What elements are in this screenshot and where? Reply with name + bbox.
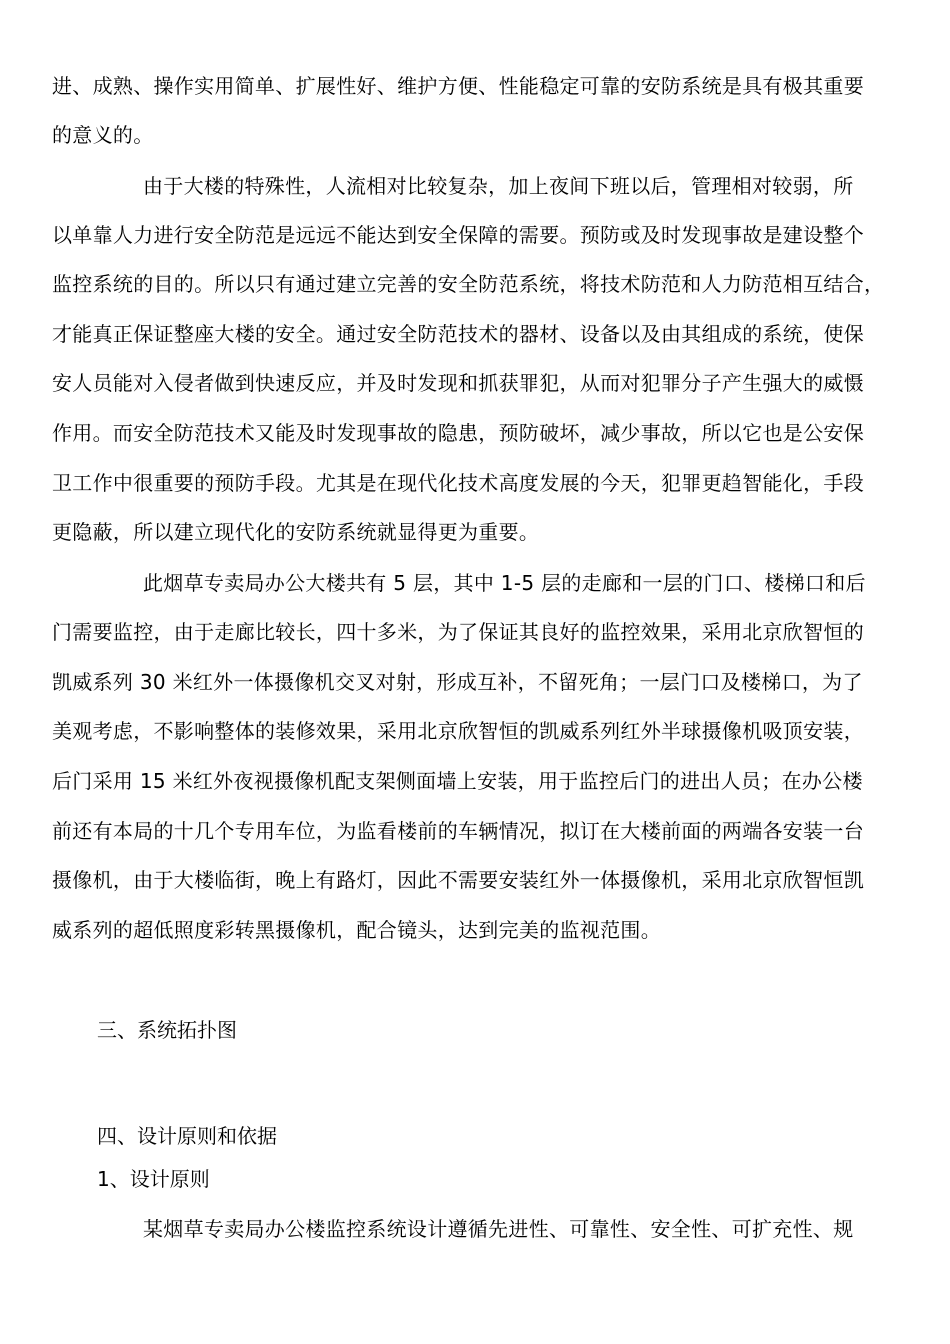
text-line: 摄像机，由于大楼临街，晚上有路灯，因此不需要安装红外一体摄像机，采用北京欣智恒凯 bbox=[52, 868, 864, 892]
text-line: 前还有本局的十几个专用车位，为监看楼前的车辆情况，拟订在大楼前面的两端各安装一台 bbox=[52, 819, 864, 843]
text-line: 卫工作中很重要的预防手段。尤其是在现代化技术高度发展的今天，犯罪更趋智能化，手段 bbox=[52, 471, 864, 495]
text-line: 威系列的超低照度彩转黑摄像机，配合镜头，达到完美的监视范围。 bbox=[52, 918, 661, 942]
text-line: 由于大楼的特殊性，人流相对比较复杂，加上夜间下班以后，管理相对较弱，所 bbox=[143, 174, 854, 198]
text-line: 作用。而安全防范技术又能及时发现事故的隐患，预防破坏，减少事故，所以它也是公安保 bbox=[52, 421, 864, 445]
text-line: 才能真正保证整座大楼的安全。通过安全防范技术的器材、设备以及由其组成的系统，使保 bbox=[52, 322, 864, 346]
text-line: 进、成熟、操作实用简单、扩展性好、维护方便、性能稳定可靠的安防系统是具有极其重要 bbox=[52, 74, 864, 98]
text-line: 安人员能对入侵者做到快速反应，并及时发现和抓获罪犯，从而对犯罪分子产生强大的威慑 bbox=[52, 371, 864, 395]
section-heading-topology: 三、系统拓扑图 bbox=[97, 1018, 237, 1042]
section-heading-design-principles: 四、设计原则和依据 bbox=[97, 1124, 277, 1148]
text-line: 监控系统的目的。所以只有通过建立完善的安全防范系统，将技术防范和人力防范相互结合， bbox=[52, 272, 885, 296]
text-line: 后门采用 15 米红外夜视摄像机配支架侧面墙上安装，用于监控后门的进出人员；在办公楼 bbox=[52, 769, 863, 793]
text-line: 更隐蔽，所以建立现代化的安防系统就显得更为重要。 bbox=[52, 520, 540, 544]
text-line: 某烟草专卖局办公楼监控系统设计遵循先进性、可靠性、安全性、可扩充性、规 bbox=[143, 1217, 854, 1241]
subsection-heading-design-principles: 1、设计原则 bbox=[97, 1167, 210, 1191]
text-line: 美观考虑，不影响整体的装修效果，采用北京欣智恒的凯威系列红外半球摄像机吸顶安装， bbox=[52, 719, 864, 743]
text-line: 凯威系列 30 米红外一体摄像机交叉对射，形成互补，不留死角；一层门口及楼梯口，为了 bbox=[52, 670, 863, 694]
text-line: 门需要监控，由于走廊比较长，四十多米，为了保证其良好的监控效果，采用北京欣智恒的 bbox=[52, 620, 864, 644]
text-line: 此烟草专卖局办公大楼共有 5 层，其中 1-5 层的走廊和一层的门口、楼梯口和后 bbox=[143, 571, 866, 595]
text-line: 的意义的。 bbox=[52, 123, 154, 147]
text-line: 以单靠人力进行安全防范是远远不能达到安全保障的需要。预防或及时发现事故是建设整个 bbox=[52, 223, 864, 247]
